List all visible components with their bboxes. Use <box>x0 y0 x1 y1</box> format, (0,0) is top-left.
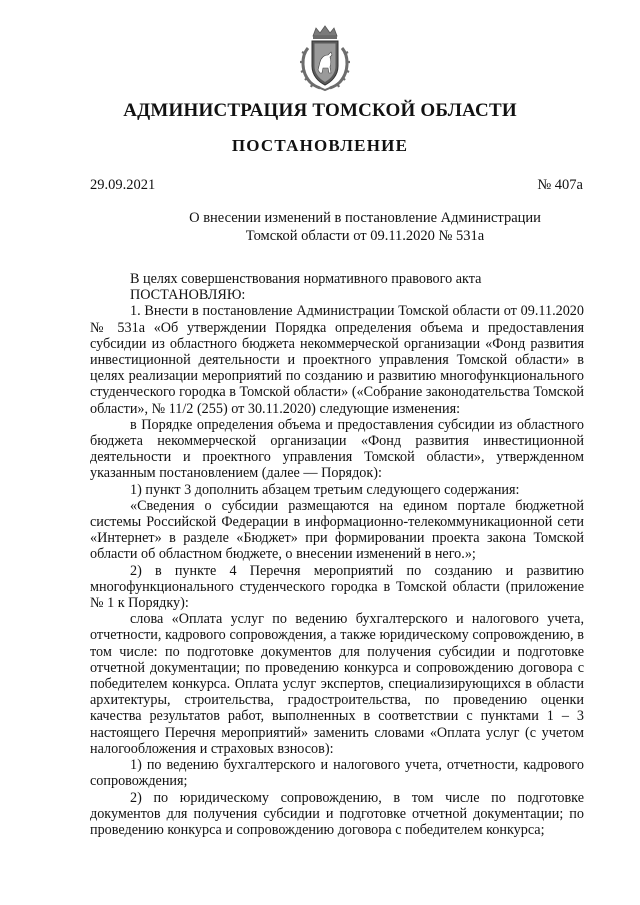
document-number: № 407а <box>537 177 583 193</box>
body-paragraph: 1. Внести в постановление Администрации Томской области от 09.11.2020 № 531а «Об утверждении Порядка определения объема и предоставления субсидии из областного бюджета некоммерческой организации «Фонд развития инвестиционной деятельности и проектного управления Томской области» в целях реализации мероприятий по созданию и развитию многофункционального студенческого городка в Томской области» («Собрание законодательства Томской области», № 11/2 (255) от 30.11.2020) следующие изменения: <box>90 303 584 417</box>
document-subject <box>160 209 570 245</box>
body-paragraph: В целях совершенствования нормативного правового акта <box>130 271 482 287</box>
body-paragraph: 1) по ведению бухгалтерского и налогового учета, отчетности, кадрового сопровождения; <box>90 757 584 790</box>
body-paragraph: 2) по юридическому сопровождению, в том числе по подготовке документов для получения субсидии и подготовке отчетной документации; по проведению конкурса и сопровождению договора с победителем конкурса; <box>90 789 584 838</box>
body-resolution-word: ПОСТАНОВЛЯЮ: <box>130 287 246 304</box>
body-paragraph: слова «Оплата услуг по ведению бухгалтерского и налогового учета, отчетности, кадрового сопровождения, а также юридическому сопровождению, в том числе: по подготовке документов для получения субсидии и подготовке отчетной документации; по проведению конкурса и сопровождению договора с победителем конкурса. Оплата услуг экспертов, специализирующихся в области архитектуры, строительства, градостроительства, по проведению оценки качества результатов работ, выполненных в соответствии с пунктами 1 – 3 настоящего Перечня мероприятий» заменить словами «Оплата услуг (с учетом налогообложения и страховых взносов): <box>90 611 584 757</box>
document-date: 29.09.2021 <box>90 177 156 193</box>
body-paragraph: «Сведения о субсидии размещаются на едином портале бюджетной системы Российской Федерации в информационно-телекоммуникационной сети «Интернет» в разделе «Бюджет» при формировании проекта закона Томской области об областном бюджете, о внесении изменений в него.»; <box>90 497 584 563</box>
document-type-title: ПОСТАНОВЛЕНИЕ <box>231 136 409 155</box>
document-body <box>90 271 584 838</box>
subject-line-1: О внесении изменений в постановление Администрации <box>189 210 541 226</box>
body-paragraph: 2) в пункте 4 Перечня мероприятий по созданию и развитию многофункционального студенческого городка в Томской области (приложение № 1 к Порядку): <box>90 562 584 612</box>
subject-line-2: Томской области от 09.11.2020 № 531а <box>245 228 485 244</box>
body-paragraph: в Порядке определения объема и предоставления субсидии из областного бюджета некоммерческой организации «Фонд развития инвестиционной деятельности и проектного управления Томской области», утвержденном указанным постановлением (далее — Порядок): <box>90 416 584 482</box>
body-paragraph: 1) пункт 3 дополнить абзацем третьим следующего содержания: <box>130 481 520 498</box>
coat-of-arms-icon <box>296 24 354 92</box>
organization-title: АДМИНИСТРАЦИЯ ТОМСКОЙ ОБЛАСТИ <box>123 100 517 121</box>
